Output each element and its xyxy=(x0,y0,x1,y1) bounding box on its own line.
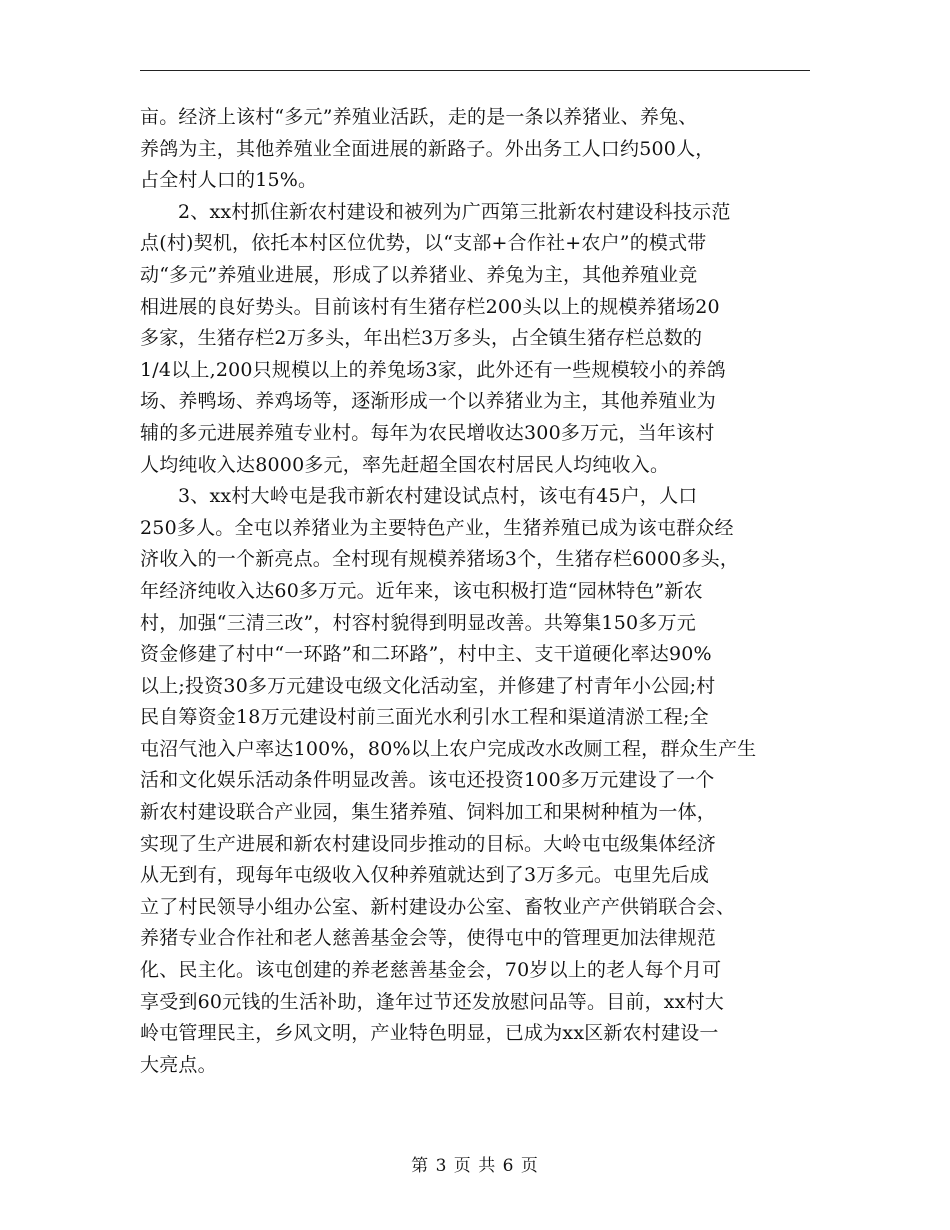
text-line: 亩。经济上该村“多元”养殖业活跃，走的是一条以养猪业、养兔、 xyxy=(140,106,698,128)
text-line: 化、民主化。该屯创建的养老慈善基金会，70岁以上的老人每个月可 xyxy=(140,959,722,982)
text-line: 250多人。全屯以养猪业为主要特色产业，生猪养殖已成为该屯群众经 xyxy=(140,516,734,539)
text-line: 年经济纯收入达60多万元。近年来，该屯积极打造“园林特色”新农 xyxy=(140,579,703,602)
text-line: 村，加强“三清三改”，村容村貌得到明显改善。共筹集150多万元 xyxy=(140,611,696,634)
text-line: 点(村)契机，依托本村区位优势，以“支部+合作社+农户”的模式带 xyxy=(140,232,707,255)
paragraph-2-start: 2、xx村抓住新农村建设和被列为广西第三批新农村建设科技示范 xyxy=(178,200,731,223)
text-line: 养鸽为主，其他养殖业全面进展的新路子。外出务工人口约500人， xyxy=(140,137,715,160)
text-line: 相进展的良好势头。目前该村有生猪存栏200头以上的规模养猪场20 xyxy=(140,295,720,318)
text-line: 实现了生产进展和新农村建设同步推动的目标。大岭屯屯级集体经济 xyxy=(140,832,717,855)
text-line: 场、养鸭场、养鸡场等，逐渐形成一个以养猪业为主，其他养殖业为 xyxy=(140,390,717,413)
text-line: 民自筹资金18万元建设村前三面光水利引水工程和渠道清淤工程;全 xyxy=(140,706,709,729)
text-line: 多家，生猪存栏2万多头，年出栏3万多头，占全镇生猪存栏总数的 xyxy=(140,327,703,350)
text-line: 辅的多元进展养殖专业村。每年为农民增收达300多万元，当年该村 xyxy=(140,421,715,444)
document-body xyxy=(140,102,820,1081)
text-line: 资金修建了村中“一环路”和二环路”，村中主、支干道硬化率达90% xyxy=(140,643,712,666)
page-footer: 第 3 页 共 6 页 xyxy=(411,1156,539,1176)
paragraph-3-start: 3、xx村大岭屯是我市新农村建设试点村，该屯有45户，人口 xyxy=(178,485,698,508)
text-line: 享受到60元钱的生活补助，逢年过节还发放慰问品等。目前，xx村大 xyxy=(140,990,725,1013)
text-line: 立了村民领导小组办公室、新村建设办公室、畜牧业产产供销联合会、 xyxy=(140,895,736,918)
text-line: 动“多元”养殖业进展，形成了以养猪业、养兔为主，其他养殖业竞 xyxy=(140,263,698,286)
text-line: 人均纯收入达8000多元，率先赶超全国农村居民人均纯收入。 xyxy=(140,453,670,476)
header-rule xyxy=(140,70,810,71)
text-line: 济收入的一个新亮点。全村现有规模养猪场3个，生猪存栏6000多头， xyxy=(140,548,740,571)
text-line: 养猪专业合作社和老人慈善基金会等，使得屯中的管理更加法律规范 xyxy=(140,927,717,950)
text-line: 岭屯管理民主，乡风文明，产业特色明显，已成为xx区新农村建设一 xyxy=(140,1022,719,1045)
text-line: 以上;投资30多万元建设屯级文化活动室，并修建了村青年小公园;村 xyxy=(140,674,716,697)
text-line: 1/4以上,200只规模以上的养兔场3家，此外还有一些规模较小的养鸽 xyxy=(140,358,726,381)
text-line: 占全村人口的15%。 xyxy=(140,169,318,192)
text-line: 从无到有，现每年屯级收入仅种养殖就达到了3万多元。屯里先后成 xyxy=(140,864,710,887)
text-line: 大亮点。 xyxy=(140,1053,217,1076)
text-line: 活和文化娱乐活动条件明显改善。该屯还投资100多万元建设了一个 xyxy=(140,769,715,792)
text-line: 屯沼气池入户率达100%，80%以上农户完成改水改厕工程，群众生产生 xyxy=(140,737,757,760)
text-line: 新农村建设联合产业园，集生猪养殖、饲料加工和果树种植为一体， xyxy=(140,801,717,824)
